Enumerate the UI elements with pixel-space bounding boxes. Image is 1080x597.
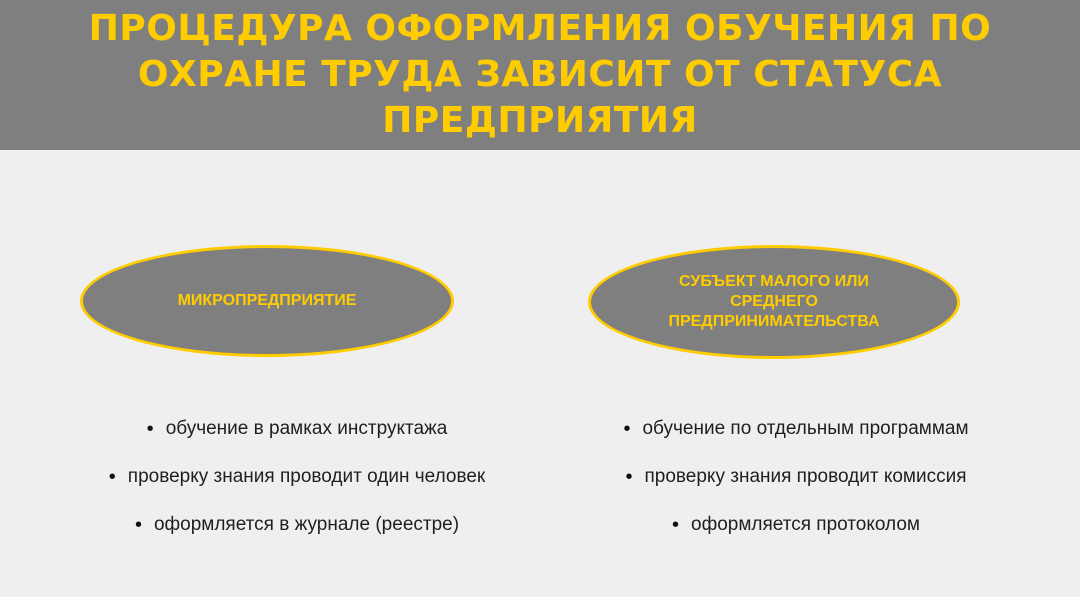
bullet-dot-icon: • (134, 513, 142, 536)
page-title (89, 6, 992, 144)
sme-heading: СУБЪЕКТ МАЛОГО ИЛИ СРЕДНЕГО ПРЕДПРИНИМАТЕЛЬСТВА (668, 273, 880, 330)
list-item-text: проверку знания проводит комиссия (644, 466, 967, 487)
bullet-dot-icon: • (623, 417, 631, 440)
page-title-line-3: ПРЕДПРИЯТИЯ (382, 100, 698, 141)
title-banner (0, 0, 1080, 150)
page-title-line-1: ПРОЦЕДУРА ОФОРМЛЕНИЯ ОБУЧЕНИЯ ПО (88, 8, 992, 49)
bullet-dot-icon: • (146, 417, 154, 440)
page-title-line-2: ОХРАНЕ ТРУДА ЗАВИСИТ ОТ СТАТУСА (137, 54, 943, 95)
microenterprise-heading: МИКРОПРЕДПРИЯТИЕ (177, 292, 357, 309)
bullet-dot-icon: • (108, 465, 116, 488)
list-item (47, 501, 547, 549)
bullet-dot-icon: • (672, 513, 680, 536)
list-item (47, 453, 547, 501)
list-item-text: обучение по отдельным программам (642, 418, 969, 439)
list-item (47, 405, 547, 453)
microenterprise-ellipse (80, 245, 454, 357)
list-item (556, 501, 1036, 549)
list-item (556, 453, 1036, 501)
microenterprise-bullet-list (47, 405, 547, 549)
list-item-text: обучение в рамках инструктажа (165, 418, 448, 439)
sme-ellipse (588, 245, 960, 359)
bullet-dot-icon: • (625, 465, 633, 488)
list-item-text: оформляется протоколом (691, 514, 920, 535)
list-item-text: оформляется в журнале (реестре) (153, 514, 460, 535)
list-item-text: проверку знания проводит один человек (127, 466, 486, 487)
list-item (556, 405, 1036, 453)
sme-bullet-list (556, 405, 1036, 549)
